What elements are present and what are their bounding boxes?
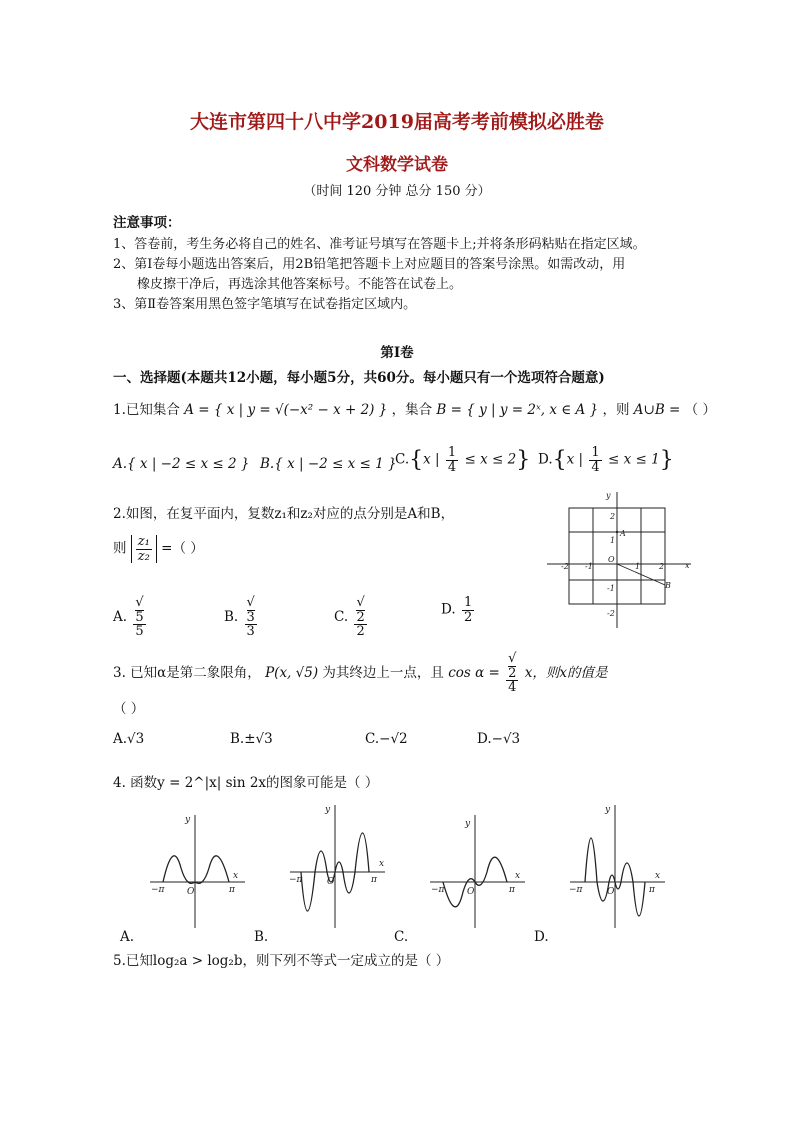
fig-origin: O [608,555,615,564]
q1-option-c: C.{x | $\frac{1}{4}$ ≤ x ≤ 2} [395,445,531,475]
graph-b-x-label: x [379,859,385,869]
graph-d-origin: O [607,887,615,897]
q3-stem-b: 为其终边上一点，且 [322,664,444,681]
q2-option-d: D. $\frac{1}{2}$ [441,595,473,625]
q1-option-c-right: ≤ x ≤ 2 [464,451,517,468]
note-item-1: 1、答卷前，考生务必将自己的姓名、准考证号填写在答题卡上;并将条形码粘贴在指定区域。 [113,237,646,252]
q3-paren: （ ） [113,701,145,717]
graph-c-x-label: x [515,871,521,881]
q1-option-d-label: D. [538,451,553,468]
graph-a-pi: π [229,885,235,895]
graph-b-origin: O [327,877,335,887]
q4-graph-b [285,800,395,930]
note-item-2: 2、第Ⅰ卷每小题选出答案后，用2B铅笔把答题卡上对应题目的答案号涂黑。如需改动，用 [113,257,626,272]
graph-c-y-label: y [465,819,471,829]
graph-c-origin: O [467,887,475,897]
q2-stem-2: 则 $\frac{\text{z₁}}{\text{z₂}}$ =（ ） [113,534,204,564]
q1-set-b: B = { y | y = 2ˣ, x ∈ A } [436,402,599,418]
q4-option-c: C. [394,929,409,945]
exam-title: 大连市第四十八中学2019届高考考前模拟必胜卷 [190,111,604,133]
fig-point-b: B [665,581,671,590]
q1-option-d-right: ≤ x ≤ 1 [607,451,660,468]
q1-stem-a: 1.已知集合 [113,402,180,418]
graph-a-origin: O [187,887,195,897]
question-3: 3. 已知α是第二象限角， P(x, √5) 为其终边上一点，且 cos α = √ 2 4 x，则x的值是 [113,651,608,696]
q3-option-d: D.−√3 [477,731,521,747]
graph-d-y-label: y [605,805,611,815]
q4-graph-d [565,800,675,930]
q2-complex-plane-figure [545,488,695,630]
q1-option-b: B.{ x | −2 ≤ x ≤ 1 } [260,456,397,472]
graph-b-pi: π [371,875,377,885]
fig-y-label: y [606,491,611,500]
q4-option-d: D. [534,929,549,945]
fig-point-a: A [620,529,626,538]
q2-stem-pre: 则 [113,540,127,557]
fig-tick-y-1: 1 [610,536,616,545]
graph-b-neg-pi: −π [289,875,303,885]
q3-option-a: A.√3 [113,731,145,747]
fig-tick-y-2: 2 [610,512,616,521]
exam-subtitle: 文科数学试卷 [346,155,448,175]
notes-heading: 注意事项： [113,215,181,231]
q4-option-b: B. [254,929,269,945]
graph-a-neg-pi: −π [151,885,165,895]
q3-option-c: C.−√2 [365,731,408,747]
fig-tick-y-neg1: -1 [607,584,615,593]
q3-stem-a: 3. 已知α是第二象限角， [113,664,261,681]
q2-option-b: B. √ 3 3 [224,595,255,640]
q3-stem-c: x，则x的值是 [524,664,608,681]
fig-tick-x-1: 1 [635,562,641,571]
q1-set-a: A = { x | y = √(−x² − x + 2) } [184,402,388,418]
graph-b-y-label: y [325,805,331,815]
question-1 [113,398,716,418]
q3-option-b: B.±√3 [230,731,273,747]
fig-tick-x-2: 2 [659,562,665,571]
q3-cos: cos α = [448,664,500,681]
question-4: 4. 函数y = 2^|x| sin 2x的图象可能是（ ） [113,775,379,791]
q2-option-c: C. √ 2 2 [334,595,365,640]
q1-stem-b: ，集合 [391,402,433,418]
fig-tick-x-neg1: -1 [585,562,593,571]
q3-point: P(x, √5) [265,664,319,681]
graph-d-pi: π [649,885,655,895]
q4-graph-a [145,810,255,930]
fig-tick-y-neg2: -2 [607,609,615,618]
q4-option-a: A. [120,929,135,945]
volume-heading: 第Ⅰ卷 [380,345,414,361]
q4-graph-c [425,810,535,930]
graph-a-y-label: y [185,815,191,825]
q1-option-c-label: C. [395,451,410,468]
q2-stem-post: =（ ） [161,540,204,557]
graph-c-pi: π [509,885,515,895]
q1-union: A∪B = [633,402,681,418]
question-2: 2.如图，在复平面内，复数z₁和z₂对应的点分别是A和B， [113,506,455,522]
graph-d-x-label: x [655,871,661,881]
note-item-2-cont: 橡皮擦干净后，再选涂其他答案标号。不能答在试卷上。 [137,277,463,292]
graph-c-neg-pi: −π [431,885,445,895]
q2-options [113,596,148,639]
q2-option-a: A. √ 5 5 [113,595,144,640]
q1-option-d: D.{x | $\frac{1}{4}$ ≤ x ≤ 1} [538,445,674,475]
question-5: 5.已知log₂a > log₂b，则下列不等式一定成立的是（ ） [113,953,450,969]
fig-tick-x-neg2: -2 [561,562,569,571]
q1-paren: （ ） [684,402,716,418]
fig-x-label: x [685,561,690,570]
graph-a-x-label: x [233,871,239,881]
note-item-3: 3、第Ⅱ卷答案用黑色签字笔填写在试卷指定区域内。 [113,297,417,312]
exam-time-info: （时间 120 分钟 总分 150 分） [303,184,491,199]
fig-point-a-dot [616,531,618,533]
q1-stem-c: ，则 [602,402,630,418]
section-heading: 一、选择题(本题共12小题，每小题5分，共60分。每小题只有一个选项符合题意) [113,370,605,386]
q1-option-a: A.{ x | −2 ≤ x ≤ 2 } [113,456,250,472]
graph-d-neg-pi: −π [569,885,583,895]
